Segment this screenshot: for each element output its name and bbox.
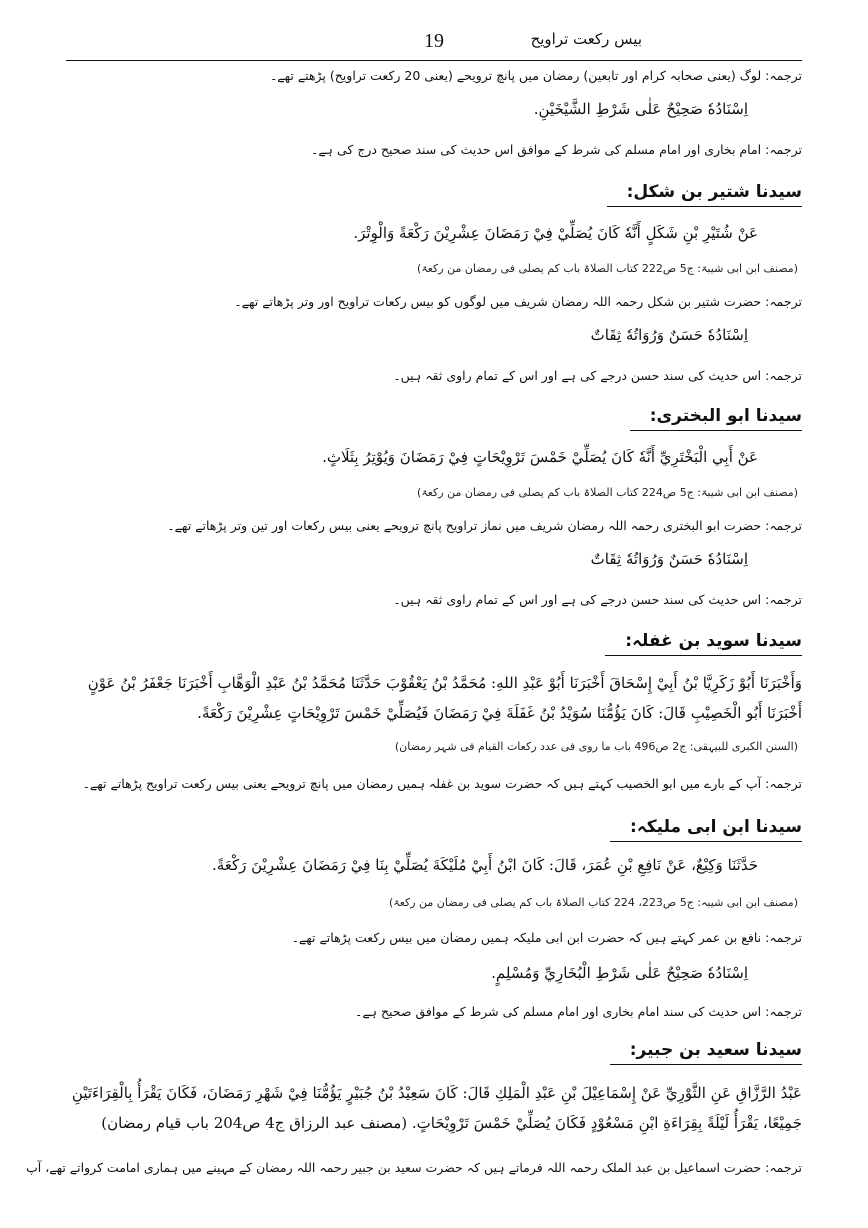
translation-line: ترجمہ: اس حدیث کی سند امام بخاری اور امام مسلم کی شرط کے موافق صحیح ہے۔ xyxy=(355,1004,802,1019)
translation-line: ترجمہ: نافع بن عمر کہتے ہیں کہ حضرت ابن ابی ملیکہ ہمیں رمضان میں بیس رکعت پڑھاتے تھے۔ xyxy=(291,930,802,945)
translation-line: ترجمہ: حضرت شتیر بن شکل رحمہ اللہ رمضان شریف میں لوگوں کو بیس رکعات تراویح اور وتر پڑھاتے تھے۔ xyxy=(234,294,802,309)
translation-line: ترجمہ: لوگ (یعنی صحابہ کرام اور تابعین) رمضان میں پانچ ترویحے (یعنی 20 رکعت تراویح) پڑھتے تھے۔ xyxy=(269,68,802,83)
arabic-line: حَدَّثَنَا وَكِيْعٌ، عَنْ نَافِعِ بْنِ عُمَرَ، قَالَ: كَانَ ابْنُ أَبِيْ مُلَيْكَةَ يُصَلِّيْ بِنَا فِيْ رَمَضَانَ عِشْرِيْنَ رَكْعَةً. xyxy=(211,856,758,874)
page-header xyxy=(66,26,802,61)
translation-line: ترجمہ: اس حدیث کی سند حسن درجے کی ہے اور اس کے تمام راوی ثقہ ہیں۔ xyxy=(393,592,802,607)
translation-line: ترجمہ: امام بخاری اور امام مسلم کی شرط کے موافق اس حدیث کی سند صحیح درج کی ہے۔ xyxy=(311,142,802,157)
section-heading: سیدنا ابو البختری: xyxy=(630,406,802,431)
arabic-line: اِسْنَادُهٗ صَحِيْحٌ عَلٰى شَرْطِ الْبُخَارِيِّ وَمُسْلِمٍ. xyxy=(491,964,748,982)
section-heading: سیدنا سعید بن جبیر: xyxy=(610,1040,802,1065)
arabic-line: عَنْ أَبِي الْبَخْتَرِيِّ أَنَّهٗ كَانَ يُصَلِّيْ خَمْسَ تَرْوِيْحَاتٍ فِيْ رَمَضَانَ وَيُوْتِرُ بِثَلَاثٍ. xyxy=(322,448,758,466)
arabic-paragraph: عَبْدُ الرَّزَّاقِ عَنِ الثَّوْرِيِّ عَنْ إِسْمَاعِيْلَ بْنِ عَبْدِ الْمَلِكِ قَالَ: كَانَ سَعِيْدُ بْنُ جُبَيْرٍ يَؤُمُّنَا فِيْ شَهْرِ رَمَضَانَ، فَكَانَ يَقْرَأُ بِالْقِرَاءَتَيْنِ جَمِيْعًا، يَقْرَأُ لَيْلَةً بِقِرَاءَةِ ابْنِ مَسْعُوْدٍ فَكَانَ يُصَلِّيْ خَمْسَ تَرْوِيْحَاتٍ. (مصنف عبد الرزاق ج4 ص204 باب قیام رمضان) xyxy=(71,1084,802,1132)
translation-line: ترجمہ: حضرت اسماعیل بن عبد الملک رحمہ اللہ فرماتے ہیں کہ حضرت سعید بن جبیر رحمہ اللہ رمضان کے مہینے میں ہماری امامت کرواتے تھے، آپ xyxy=(26,1160,802,1175)
translation-line: ترجمہ: اس حدیث کی سند حسن درجے کی ہے اور اس کے تمام راوی ثقہ ہیں۔ xyxy=(393,368,802,383)
arabic-line: اِسْنَادُهٗ حَسَنٌ وَرُوَاتُهٗ ثِقَاتٌ xyxy=(590,326,748,344)
arabic-line: اِسْنَادُهٗ صَحِيْحٌ عَلٰى شَرْطِ الشَّيْخَيْنِ. xyxy=(533,100,748,118)
reference-line: (مصنف ابن ابی شیبۃ: ج5 ص224 کتاب الصلاۃ باب کم یصلی فی رمضان من رکعۃ) xyxy=(417,486,798,499)
arabic-line: اِسْنَادُهٗ حَسَنٌ وَرُوَاتُهٗ ثِقَاتٌ xyxy=(590,550,748,568)
translation-line: ترجمہ: آپ کے بارے میں ابو الخصیب کہتے ہیں کہ حضرت سوید بن غفلہ ہمیں رمضان میں پانچ ترویحے یعنی بیس رکعت تراویح پڑھاتے تھے۔ xyxy=(82,776,802,791)
section-heading: سیدنا ابن ابی ملیکہ: xyxy=(610,816,802,842)
reference-line: (السنن الکبری للبیہقی: ج2 ص496 باب ما روی فی عدد رکعات القیام فی شہر رمضان) xyxy=(394,740,798,753)
section-heading: سیدنا سوید بن غفلہ: xyxy=(605,630,802,656)
reference-line: (مصنف ابن ابی شیبہ: ج5 ص223، 224 کتاب الصلاۃ باب کم یصلی فی رمضان من رکعۃ) xyxy=(388,896,798,909)
translation-line: ترجمہ: حضرت ابو البختری رحمہ اللہ رمضان شریف میں نماز تراویح پانچ ترویحے یعنی بیس رکعات اور تین وتر پڑھاتے تھے۔ xyxy=(167,518,802,533)
arabic-paragraph: وَأَخْبَرَنَا أَبُوْ زَكَرِيَّا بْنُ أَبِيْ إِسْحَاقَ أَخْبَرَنَا أَبُوْ عَبْدِ اللهِ: مُحَمَّدُ بْنُ يَعْقُوْبَ حَدَّثَنَا مُحَمَّدُ بْنُ عَبْدِ الْوَهَّابِ أَخْبَرَنَا جَعْفَرُ بْنُ عَوْنٍ أَخْبَرَنَا أَبُو الْخَصِيْبِ قَالَ: كَانَ يَؤُمُّنَا سُوَيْدُ بْنُ غَفَلَةَ فِيْ رَمَضَانَ فَيُصَلِّيْ خَمْسَ تَرْوِيْحَاتٍ عِشْرِيْنَ رَكْعَةً. xyxy=(87,674,802,722)
page-number: 19 xyxy=(424,30,444,52)
running-title: بیس رکعت تراویح xyxy=(530,30,642,48)
section-heading: سیدنا شتیر بن شکل: xyxy=(607,182,802,207)
reference-line: (مصنف ابن ابی شیبۃ: ج5 ص222 کتاب الصلاۃ باب کم یصلی فی رمضان من رکعۃ) xyxy=(417,262,798,275)
arabic-line: عَنْ شُتَيْرِ بْنِ شَكَلٍ أَنَّهٗ كَانَ يُصَلِّيْ فِيْ رَمَضَانَ عِشْرِيْنَ رَكْعَةً وَالْوِتْرَ. xyxy=(353,224,758,242)
